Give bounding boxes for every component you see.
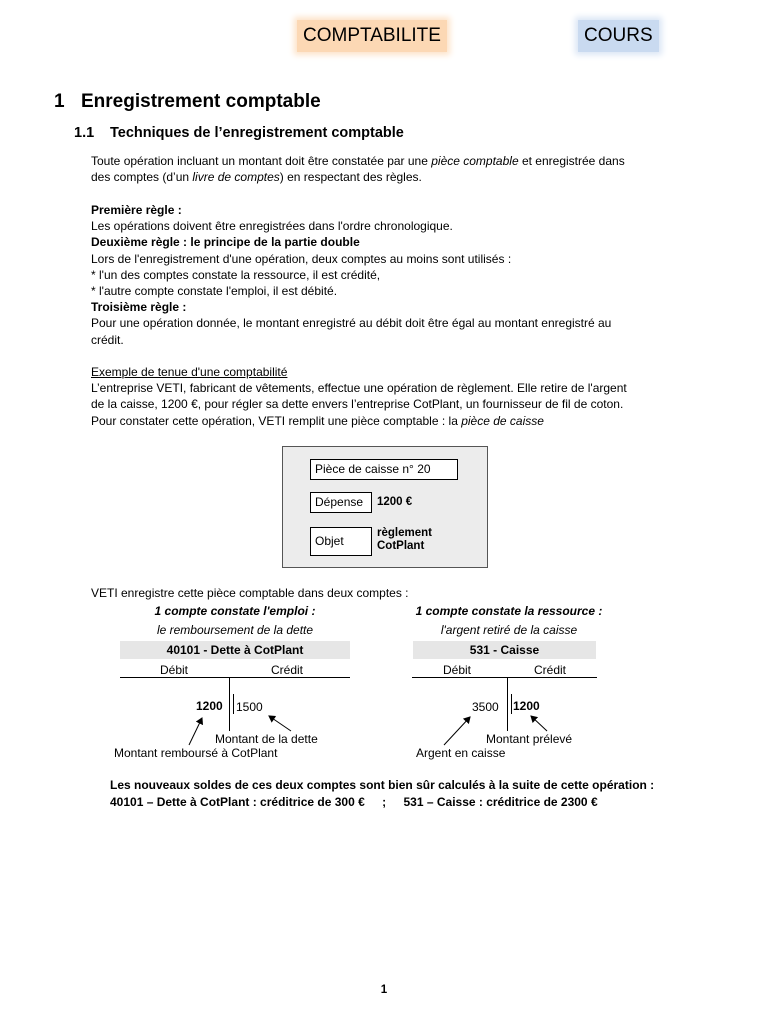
intro-text: des comptes (d’un <box>91 170 193 185</box>
example-text: L’entreprise VETI, fabricant de vêtements, effectue une opération de règlement. Elle retire de l'argent <box>91 381 627 396</box>
rule-3-text: Pour une opération donnée, le montant enregistré au débit doit être égal au montant enregistré au <box>91 316 612 331</box>
left-credit-label: Crédit <box>271 663 304 677</box>
intro-emphasis: livre de comptes <box>192 170 280 185</box>
conclusion-text: Les nouveaux soldes de ces deux comptes sont bien sûr calculés à la suite de cette opération : <box>110 778 655 792</box>
example-text: Pour constater cette opération, VETI remplit une pièce comptable : la <box>91 413 462 428</box>
subsection-number: 1.1 <box>74 125 95 141</box>
accounts-intro: VETI enregistre cette pièce comptable dans deux comptes : <box>91 586 409 600</box>
rule-3-title: Troisième règle : <box>91 300 187 315</box>
left-note-debit: Montant remboursé à CotPlant <box>114 746 278 760</box>
page-number: 1 <box>380 984 388 996</box>
intro-text: Toute opération incluant un montant doit être constatée par une <box>91 154 432 168</box>
example-title: Exemple de tenue d'une comptabilité <box>91 365 288 379</box>
right-debit-value: 3500 <box>472 700 499 714</box>
conclusion-block <box>110 777 730 811</box>
rule-2-title: Deuxième règle : le principe de la partie double <box>91 235 360 250</box>
conclusion-right-balance: 531 – Caisse : créditrice de 2300 € <box>403 795 598 809</box>
doc-type-tag: COURS <box>578 20 659 52</box>
rule-1-title: Première règle : <box>91 203 182 217</box>
objet-value-line: CotPlant <box>377 540 425 552</box>
left-account-name: 40101 - Dette à CotPlant <box>120 641 350 659</box>
rule-1-text: Les opérations doivent être enregistrées dans l'ordre chronologique. <box>91 219 453 234</box>
arrow-right-credit <box>531 716 547 731</box>
rule-3-text: crédit. <box>91 332 124 347</box>
section-title: Enregistrement comptable <box>81 91 321 112</box>
left-account-subtitle: le remboursement de la dette <box>156 623 314 637</box>
rule-2-text: * l'autre compte constate l'emploi, il est débité. <box>91 284 338 299</box>
depense-value: 1200 € <box>377 496 413 508</box>
subsection-title: Techniques de l’enregistrement comptable <box>110 125 404 141</box>
right-account-title: 1 compte constate la ressource : <box>415 604 603 618</box>
right-note-credit: Montant prélevé <box>486 732 573 746</box>
example-emphasis: pièce de caisse <box>461 413 544 428</box>
right-credit-value: 1200 <box>513 699 540 713</box>
arrow-right-debit <box>444 717 470 745</box>
intro-text: et enregistrée dans <box>518 154 625 168</box>
objet-label-box: Objet <box>310 527 372 556</box>
arrow-left-credit <box>269 716 291 731</box>
arrow-left-debit <box>189 718 202 745</box>
right-account-subtitle: l'argent retiré de la caisse <box>440 623 578 637</box>
conclusion-separator: ; <box>382 795 387 809</box>
right-credit-label: Crédit <box>534 663 567 677</box>
left-debit-label: Débit <box>160 663 189 677</box>
rule-2-text: Lors de l'enregistrement d'une opération, deux comptes au moins sont utilisés : <box>91 251 512 266</box>
left-note-credit: Montant de la dette <box>215 732 318 746</box>
section-number: 1 <box>54 91 65 112</box>
left-credit-value: 1500 <box>236 700 263 714</box>
example-text: de la caisse, 1200 €, pour régler sa dette envers l’entreprise CotPlant, un fournisseur de fil de coton. <box>91 397 624 412</box>
rule-2-text: * l'un des comptes constate la ressource, il est crédité, <box>91 267 381 282</box>
intro-text: ) en respectant des règles. <box>279 170 422 185</box>
right-account-name: 531 - Caisse <box>413 641 596 659</box>
piece-number-box: Pièce de caisse n° 20 <box>310 459 458 480</box>
intro-emphasis: pièce comptable <box>431 154 519 168</box>
conclusion-left-balance: 40101 – Dette à CotPlant : créditrice de 300 € <box>110 795 365 809</box>
right-debit-label: Débit <box>443 663 472 677</box>
right-note-debit: Argent en caisse <box>416 746 506 760</box>
subject-tag: COMPTABILITE <box>297 20 447 52</box>
left-account-title: 1 compte constate l'emploi : <box>154 604 316 618</box>
depense-label-box: Dépense <box>310 492 372 513</box>
objet-value-line: règlement <box>377 527 432 539</box>
left-debit-value: 1200 <box>196 699 223 713</box>
